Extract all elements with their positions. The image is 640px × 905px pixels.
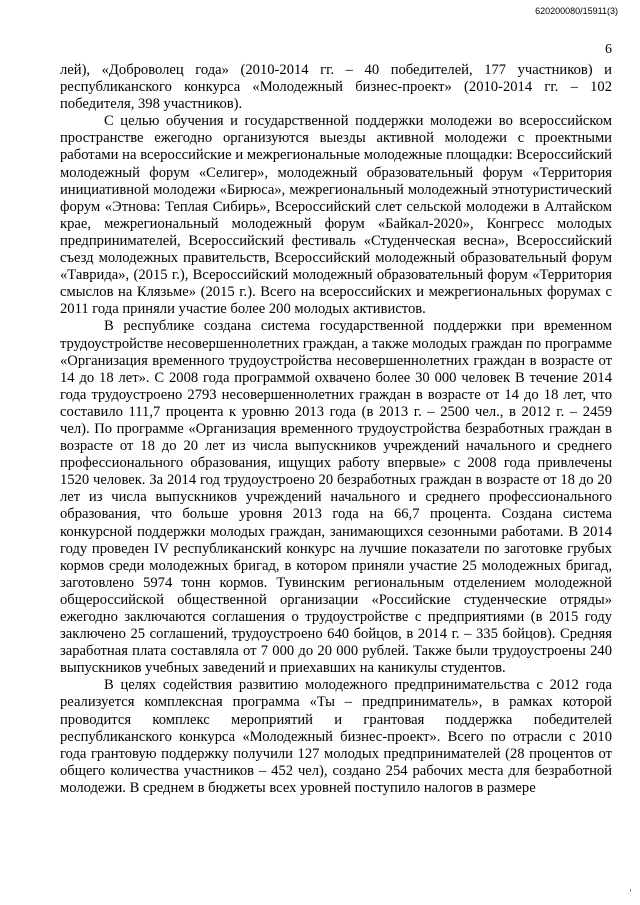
document-id: 620200080/15911(3) [535,6,618,16]
paragraph-employment: В республике создана система государственной поддержки при временном трудоустройстве несовершеннолетних граждан, а также молодых граждан по программе «Организация временного трудоустройства несовершеннолетних граждан в возрасте от 14 до 18 лет». С 2008 года программой охвачено более 30 000 человек В течение 2014 года трудоустроено 2793 несовершеннолетних граждан в возрасте от 14 до 18 лет, что составило 111,7 процента к уровню 2013 года (в 2013 г. – 2500 чел., в 2012 г. – 2459 чел). По программе «Организация временного трудоустройства безработных граждан в возрасте от 18 до 20 лет из числа выпускников учреждений начального и среднего профессионального образования, ищущих работу впервые» с 2008 года привлечены 1520 человек. За 2014 год трудоустроено 20 безработных граждан в возрасте от 18 до 20 лет из числа выпускников учреждений начального и среднего профессионального образования, что больше уровня 2013 года на 66,7 процента. Создана система конкурсной поддержки молодых граждан, занимающихся сезонными работами. В 2014 году проведен IV республиканский конкурс на лучшие показатели по заготовке грубых кормов среди молодежных бригад, в котором приняли участие 25 молодежных бригад, заготовлено 5974 тонн кормов. Тувинским региональным отделением молодежной общероссийской общественной организации «Российские студенческие отряды» ежегодно заключаются соглашения о трудоустройстве с предприятиями (в 2015 году заключено 25 соглашений, трудоустроено 640 бойцов, в 2014 г. – 335 бойцов). Средняя заработная плата составляла от 7 000 до 20 000 рублей. Также были трудоустроены 240 выпускников учебных заведений и приехавших на каникулы студентов. [60,318,612,677]
paragraph-continuation: лей), «Доброволец года» (2010-2014 гг. – 40 победителей, 177 участников) и республиканского конкурса «Молодежный бизнес-проект» (2010-2014 гг. – 102 победителя, 398 участников). [60,62,612,113]
scan-mark: ꞌ [629,888,632,899]
paragraph-entrepreneurship: В целях содействия развитию молодежного предпринимательства с 2012 года реализуется комплексная программа «Ты – предприниматель», в рамках которой проводится комплекс мероприятий и грантовая поддержка победителей республиканского конкурса «Молодежный бизнес-проект». Всего по отрасли с 2010 года грантовую поддержку получили 127 молодых предпринимателей (28 процентов от общего количества участников – 452 чел), создано 254 рабочих места для безработной молодежи. В среднем в бюджеты всех уровней поступило налогов в размере [60,677,612,796]
document-body [60,62,612,797]
paragraph-forums: С целью обучения и государственной поддержки молодежи во всероссийском пространстве ежегодно организуются выезды активной молодежи с проектными работами на всероссийские и межрегиональные молодежные площадки: Всероссийский молодежный форум «Селигер», молодежный образовательный форум «Территория инициативной молодежи «Бирюса», межрегиональный молодежный этнотуристический форум «Этнова: Теплая Сибирь», Всероссийский слет сельской молодежи в Алтайском крае, межрегиональный молодежный форум «Байкал-2020», Конгресс молодых предпринимателей, Всероссийский фестиваль «Студенческая весна», Всероссийский съезд молодежных правительств, Всероссийский молодежный образовательный форум «Таврида», (2015 г.), Всероссийский молодежный образовательный форум «Территория смыслов на Клязьме» (2015 г.). Всего на всероссийских и межрегиональных форумах с 2011 года приняли участие более 200 молодых активистов. [60,113,612,318]
page-number: 6 [605,42,612,57]
